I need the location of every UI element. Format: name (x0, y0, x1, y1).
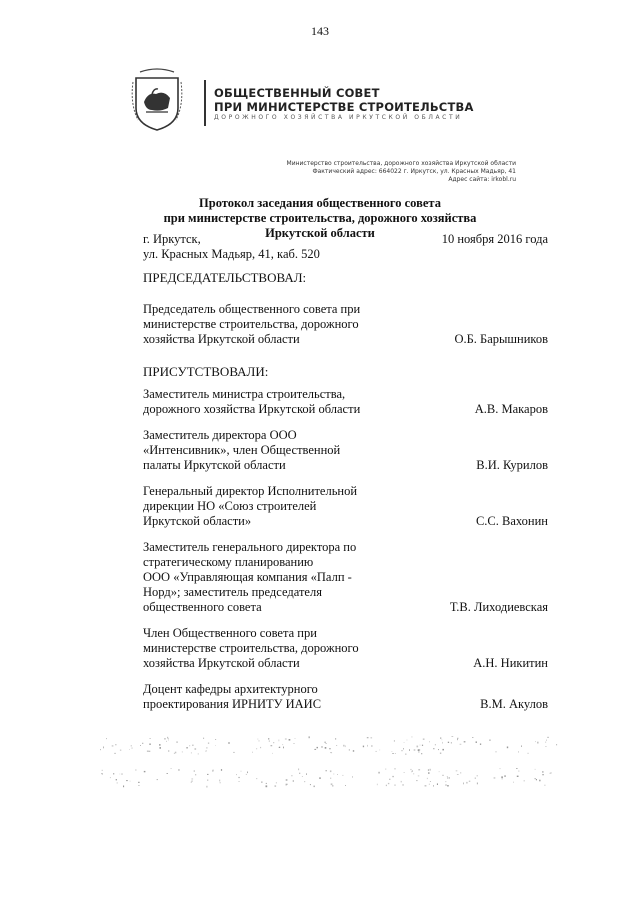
attendees-heading: ПРИСУТСТВОВАЛИ: (143, 364, 269, 379)
role-line: Норд»; заместитель председателя (143, 585, 322, 599)
attendee-name: В.М. Акулов (480, 697, 548, 711)
role-line: Заместитель министра строительства, (143, 387, 346, 401)
attendee-role (143, 428, 383, 473)
address-line: Министерство строительства, дорожного хозяйства Иркутской области (286, 160, 516, 167)
page-number: 143 (311, 24, 329, 38)
role-line: ООО «Управляющая компания «Палп - (143, 570, 352, 584)
meeting-city: г. Иркутск, (143, 232, 201, 246)
attendee-name: В.И. Курилов (476, 458, 548, 472)
attendee-role (143, 387, 383, 417)
address-line: Фактический адрес: 664022 г. Иркутск, ул. Красных Мадьяр, 41 (312, 168, 516, 175)
ministry-address-block (287, 160, 516, 184)
role-line: палаты Иркутской области (143, 458, 286, 472)
role-line: стратегическому планированию (143, 555, 314, 569)
document-title-line: Иркутской области (265, 226, 375, 240)
attendee-role (143, 626, 383, 671)
chair-role (143, 302, 383, 347)
document-title-line: при министерстве строительства, дорожного хозяйства (163, 211, 477, 225)
role-line: Заместитель директора ООО (143, 428, 297, 442)
coat-of-arms-icon (130, 68, 184, 132)
role-line: хозяйства Иркутской области (143, 656, 300, 670)
attendee-name: Т.В. Лиходиевская (449, 600, 548, 614)
role-line: «Интенсивник», член Общественной (143, 443, 341, 457)
meeting-date: 10 ноября 2016 года (441, 232, 548, 246)
document-title-line: Протокол заседания общественного совета (199, 196, 441, 210)
meeting-place (143, 232, 320, 262)
role-line: Доцент кафедры архитектурного (143, 682, 318, 696)
attendee-name: С.С. Вахонин (475, 514, 548, 528)
role-line: хозяйства Иркутской области (143, 332, 300, 346)
attendee-role (143, 484, 383, 529)
role-line: дирекции НО «Союз строителей (143, 499, 317, 513)
role-line: дорожного хозяйства Иркутской области (143, 402, 361, 416)
organization-name-line1: ОБЩЕСТВЕННЫЙ СОВЕТ (214, 86, 380, 100)
role-line: Член Общественного совета при (143, 626, 317, 640)
role-line: министерстве строительства, дорожного (143, 641, 359, 655)
organization-name-line2: ПРИ МИНИСТЕРСТВЕ СТРОИТЕЛЬСТВА (214, 100, 474, 114)
scan-artifact (100, 728, 560, 788)
role-line: Заместитель генерального директора по (143, 540, 357, 554)
attendee-name: А.Н. Никитин (473, 656, 548, 670)
attendee-role (143, 682, 383, 712)
chaired-heading: ПРЕДСЕДАТЕЛЬСТВОВАЛ: (143, 270, 307, 285)
role-line: Председатель общественного совета при (143, 302, 361, 316)
role-line: Иркутской области» (143, 514, 252, 528)
organization-subtitle: ДОРОЖНОГО ХОЗЯЙСТВА ИРКУТСКОЙ ОБЛАСТИ (214, 114, 463, 121)
address-line: Адрес сайта: irkobl.ru (448, 176, 516, 183)
attendee-role (143, 540, 383, 615)
role-line: проектирования ИРНИТУ ИАИС (143, 697, 322, 711)
header-divider (204, 80, 206, 126)
role-line: министерстве строительства, дорожного (143, 317, 359, 331)
chair-name: О.Б. Барышников (454, 332, 548, 346)
meeting-address: ул. Красных Мадьяр, 41, каб. 520 (143, 247, 320, 261)
role-line: общественного совета (143, 600, 262, 614)
attendee-name: А.В. Макаров (474, 402, 548, 416)
organization-name (214, 86, 474, 114)
role-line: Генеральный директор Исполнительной (143, 484, 358, 498)
